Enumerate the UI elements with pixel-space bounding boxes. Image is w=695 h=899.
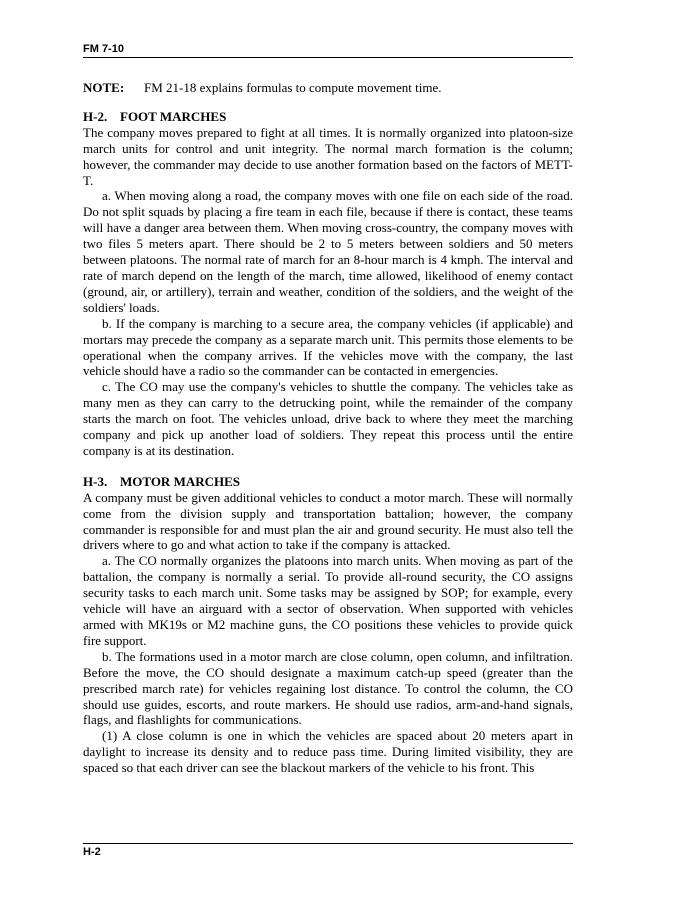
section-number: H-2. — [83, 108, 108, 124]
footer-rule — [83, 843, 573, 844]
paragraph: c. The CO may use the company's vehicles to shuttle the company. The vehicles take as many men as they can carry to the detrucking point, while the remainder of the company starts the march on foot. The vehicles unload, drive back to where they meet the marching company and pick up another load of soldiers. They repeat this process until the entire company is at its destination. — [83, 379, 573, 458]
section-title: MOTOR MARCHES — [120, 473, 241, 489]
section-number: H-3. — [83, 473, 108, 489]
section-foot-marches — [83, 109, 573, 459]
section-heading — [83, 474, 573, 490]
paragraph: b. The formations used in a motor march are close column, open column, and infiltration. Before the move, the CO should designate a maximum catch-up speed (greater than the prescribed march rate) for vehicles regaining lost distance. To control the column, the CO should use guides, escorts, and route markers. He should use radios, arm-and-hand signals, flags, and flashlights for communications. — [83, 648, 573, 728]
page-body — [83, 80, 573, 776]
note — [83, 80, 573, 96]
paragraph: a. The CO normally organizes the platoons into march units. When moving as part of the battalion, the company is normally a serial. To provide all-round security, the CO assigns security tasks to each march unit. Some tasks may be assigned by SOP; for example, every vehicle will have an airguard with a sector of observation. When supported with vehicles armed with MK19s or M2 machine guns, the CO positions these vehicles to provide quick fire support. — [83, 553, 573, 648]
paragraph: (1) A close column is one in which the vehicles are spaced about 20 meters apart in daylight to increase its density and to reduce pass time. During limited visibility, they are spaced so that each driver can see the blackout markers of the vehicle to his front. This — [83, 728, 573, 776]
section-intro: The company moves prepared to fight at all times. It is normally organized into platoon-size march units for control and unit integrity. The normal march formation is the column; however, the commander may decide to use another formation based on the factors of METT-T. — [83, 124, 573, 188]
section-heading — [83, 109, 573, 125]
paragraph: a. When moving along a road, the company moves with one file on each side of the road. Do not split squads by placing a fire team in each file, because if there is contact, these teams will have a danger area between them. When moving cross-country, the company moves with two files 5 meters apart. There should be 2 to 5 meters between soldiers and 50 meters between platoons. The normal rate of march for an 8-hour march is 4 kmph. The interval and rate of march depend on the length of the march, time allowed, likelihood of enemy contact (ground, air, or artillery), terrain and weather, condition of the soldiers, and the weight of the soldiers' loads. — [83, 188, 573, 315]
paragraph: b. If the company is marching to a secure area, the company vehicles (if applicable) and mortars may precede the company as a separate march unit. This permits those elements to be operational when the company arrives. If the vehicles move with the company, the last vehicle should have a radio so the commander can be contacted in emergencies. — [83, 315, 573, 379]
section-intro: A company must be given additional vehicles to conduct a motor march. These will normally come from the division supply and transportation battalion; however, the company commander is responsible for and must plan the air and ground security. He must also tell the drivers where to go and what action to take if the company is attacked. — [83, 489, 573, 553]
running-header: FM 7-10 — [83, 43, 124, 55]
section-title: FOOT MARCHES — [120, 108, 227, 124]
section-motor-marches — [83, 474, 573, 776]
section-spacer — [83, 459, 573, 474]
header-rule — [83, 57, 573, 58]
note-text: FM 21-18 explains formulas to compute movement time. — [144, 80, 442, 95]
note-label: NOTE: — [83, 80, 125, 95]
page-number: H-2 — [83, 846, 101, 858]
